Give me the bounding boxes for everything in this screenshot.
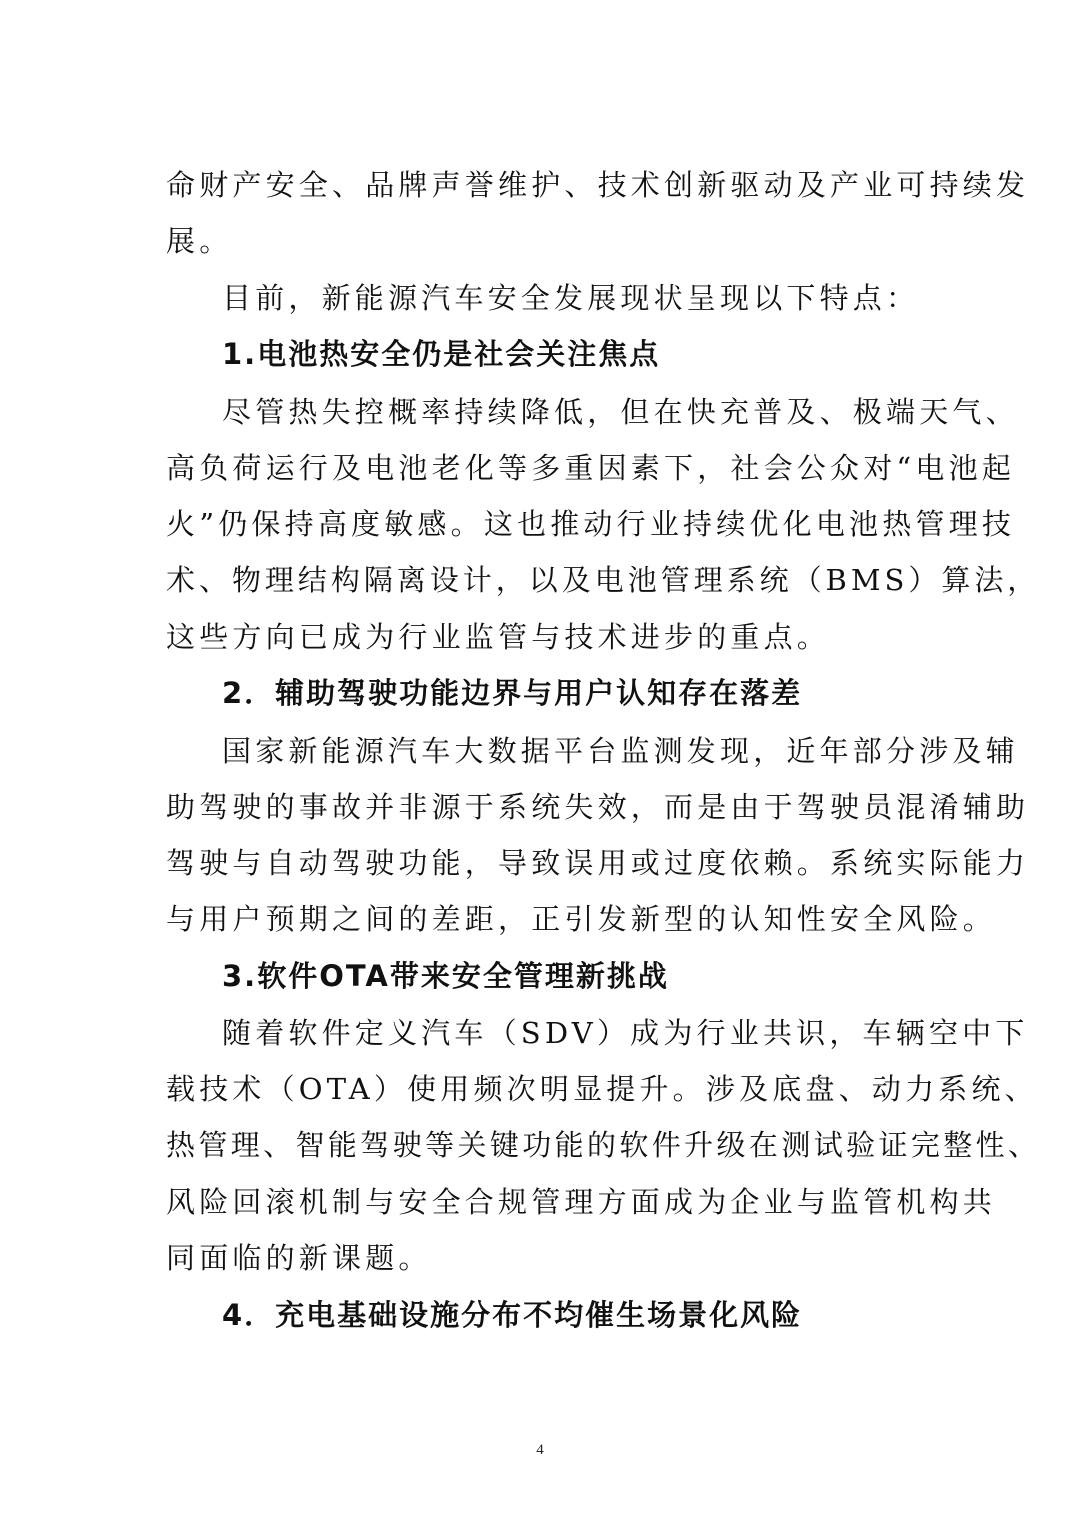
paragraph-line: 风险回滚机制与安全合规管理方面成为企业与监管机构共 [166,1185,997,1219]
paragraph-line: 随着软件定义汽车（SDV）成为行业共识，车辆空中下 [222,1016,1029,1050]
paragraph-line: 与用户预期之间的差距，正引发新型的认知性安全风险。 [166,902,997,936]
paragraph-line: 高负荷运行及电池老化等多重因素下，社会公众对“电池起 [166,451,1016,485]
page-number: 4 [536,1442,544,1458]
section-heading-2: 2．辅助驾驶功能边界与用户认知存在落差 [222,676,803,710]
section-heading-1: 1.电池热安全仍是社会关注焦点 [222,337,661,371]
paragraph-line: 驾驶与自动驾驶功能，导致误用或过度依赖。系统实际能力 [166,846,1030,880]
paragraph-line: 术、物理结构隔离设计，以及电池管理系统（BMS）算法， [166,563,1041,597]
paragraph-line: 命财产安全、品牌声誉维护、技术创新驱动及产业可持续发 [166,168,1030,202]
paragraph-line: 助驾驶的事故并非源于系统失效，而是由于驾驶员混淆辅助 [166,790,1030,824]
paragraph-line: 热管理、智能驾驶等关键功能的软件升级在测试验证完整性、 [166,1128,1041,1162]
paragraph-line: 同面临的新课题。 [166,1241,432,1275]
section-heading-3: 3.软件OTA带来安全管理新挑战 [222,959,669,993]
paragraph-line: 这些方向已成为行业监管与技术进步的重点。 [166,620,831,654]
paragraph-line: 国家新能源汽车大数据平台监测发现，近年部分涉及辅 [222,734,1019,768]
paragraph-line: 载技术（OTA）使用频次明显提升。涉及底盘、动力系统、 [166,1072,1038,1106]
section-heading-4: 4．充电基础设施分布不均催生场景化风险 [222,1298,803,1332]
paragraph-line: 目前，新能源汽车安全发展现状呈现以下特点： [222,281,920,315]
paragraph-line: 展。 [166,224,233,258]
paragraph-line: 尽管热失控概率持续降低，但在快充普及、极端天气、 [222,395,1019,429]
paragraph-line: 火”仍保持高度敏感。这也推动行业持续优化电池热管理技 [166,507,1016,541]
